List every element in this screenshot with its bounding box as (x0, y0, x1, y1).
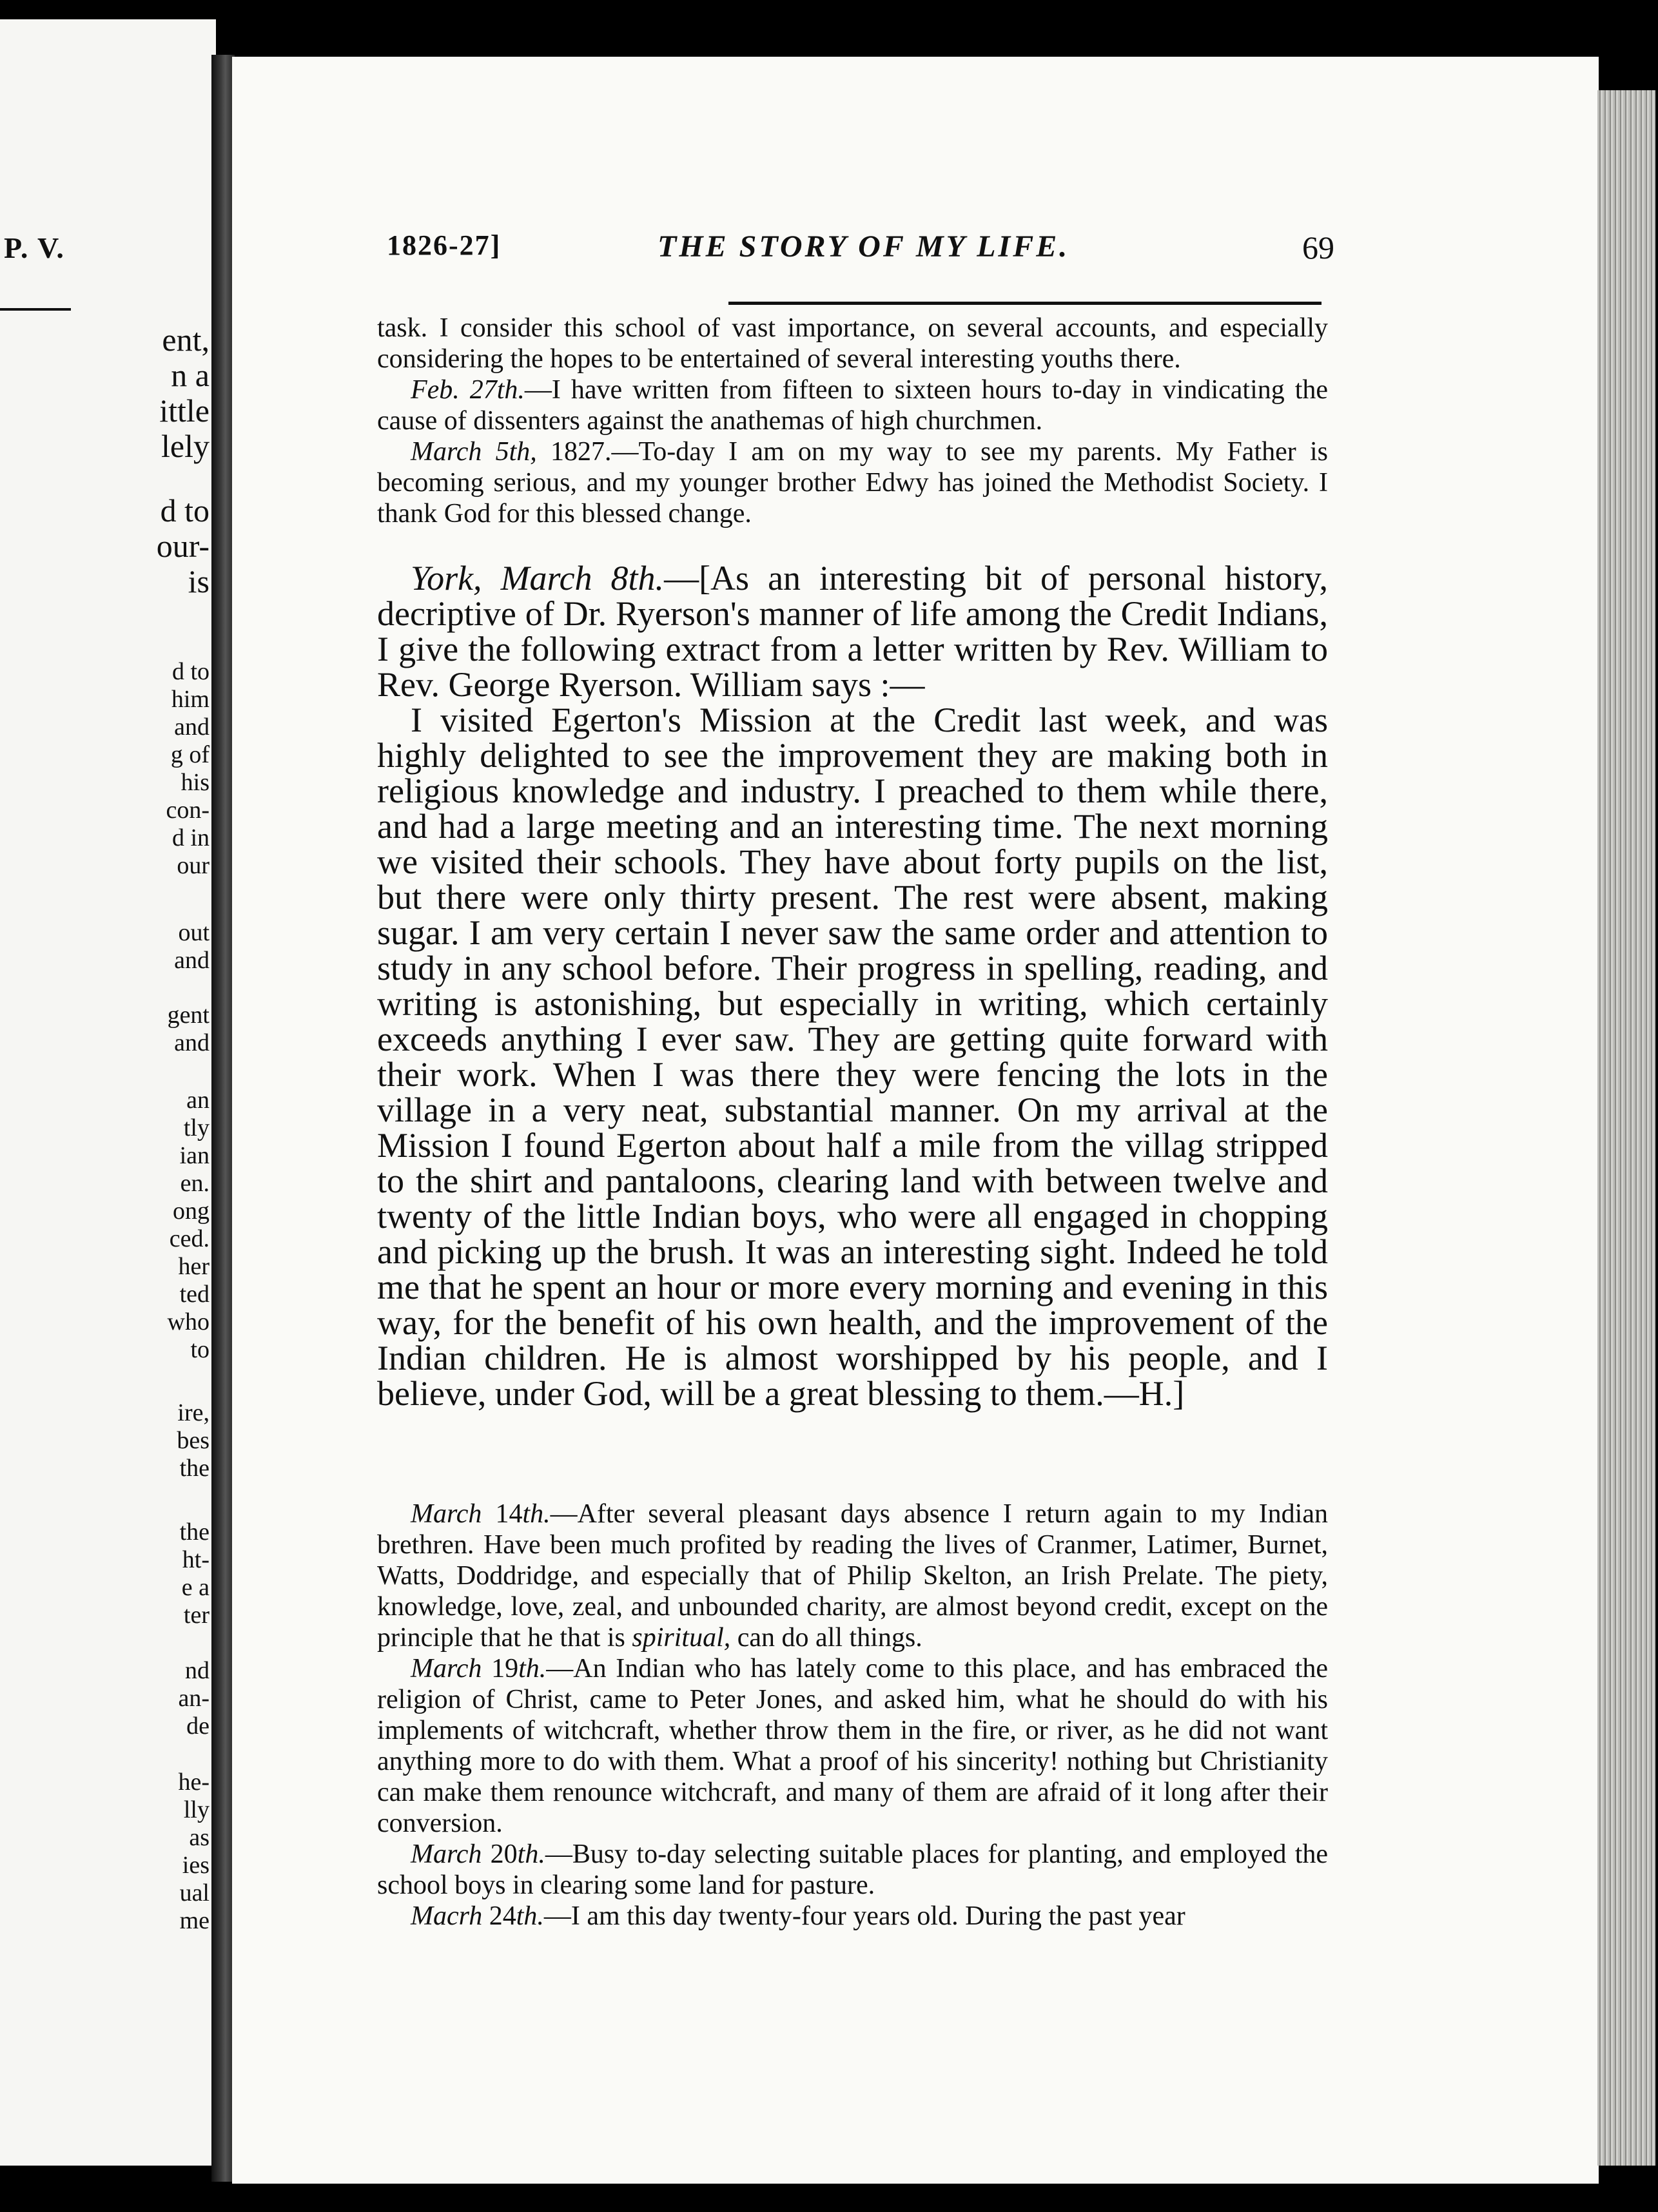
entry-march-20 (377, 1839, 1328, 1901)
entry-date: York, March 8th. (411, 559, 665, 597)
facing-page-line-fragment: her (178, 1253, 210, 1280)
entry-italic-word: spiritual, (632, 1623, 731, 1653)
facing-page-line-fragment: con- (166, 797, 210, 824)
facing-page-line-fragment: ual (179, 1879, 210, 1906)
facing-page-line-fragment: and (174, 947, 210, 974)
facing-page-rule (0, 308, 71, 311)
entry-date: March 5th, (411, 437, 537, 467)
facing-page-line-fragment: an (186, 1087, 210, 1114)
entry-date-suffix: th. (518, 1654, 547, 1683)
page-number: 69 (1302, 229, 1334, 266)
header-rule (728, 302, 1322, 305)
facing-page-line-fragment: who (167, 1308, 210, 1335)
letter-body: I visited Egerton's Mission at the Credit last week, and was highly delighted to see the improvement they are making both in religious knowledge and industry. I preached to them while there, and had a large meeting and an interesting time. The next morning we visited their schools. They have about forty pupils on the list, but there were only thirty present. The rest were absent, making sugar. I am very certain I never saw the same order and attention to study in any school before. Their progress in spelling, reading, and writing is astonishing, but especially in writing, which certainly exceeds anything I ever saw. They are getting quite forward with their work. When I was there they were fencing the lots in the village in a very neat, substantial manner. On my arrival at the Mission I found Egerton about half a mile from the villag stripped to the shirt and pantaloons, clearing land with between twelve and twenty of the little Indian boys, who were all engaged in chopping and picking up the brush. It was an interesting sight. Indeed he told me that he spent an hour or more every morning and evening in this way, for the benefit of his own health, and the improvement of the Indian children. He is almost worshipped by his people, and I believe, under God, will be a great blessing to them.—H.] (377, 701, 1328, 1413)
facing-page-line-fragment: ies (182, 1852, 210, 1879)
book-gutter (211, 55, 235, 2182)
facing-page-line-fragment: the (179, 1518, 210, 1546)
running-header-title: THE STORY OF MY LIFE. (658, 229, 1070, 264)
facing-page-line-fragment: ire, (177, 1399, 210, 1426)
entry-text: —[As an interesting bit of personal history, decriptive of Dr. Ryerson's manner of life among the Credit Indians, I give the following extract from a letter written by Rev. William to Rev. George Ryerson. William says :— (377, 559, 1328, 704)
facing-page-line-fragment: lly (183, 1796, 210, 1823)
paragraph-task: task. I consider this school of vast importance, on several accounts, and especially considering the hopes to be entertained of several interesting youths there. (377, 313, 1328, 374)
facing-page-line-fragment: ent, (162, 322, 210, 358)
facing-page-line-fragment: ter (183, 1602, 210, 1629)
facing-page-header-fragment: P. V. (4, 231, 65, 264)
facing-page-line-fragment: ittle (159, 393, 210, 429)
entry-march-5 (377, 436, 1328, 529)
facing-page-line-fragment: gent (167, 1002, 210, 1029)
facing-page-line-fragment: ong (173, 1198, 210, 1225)
facing-page-line-fragment: nd (185, 1657, 210, 1684)
entry-date: March (411, 1654, 482, 1683)
entry-date-suffix: th. (522, 1499, 551, 1529)
facing-page-line-fragment: out (178, 919, 210, 946)
facing-page-line-fragment: tly (183, 1114, 210, 1141)
entry-date: March (411, 1839, 482, 1869)
facing-page-line-fragment: our- (156, 528, 210, 564)
facing-page-line-fragment: ian (179, 1142, 210, 1169)
facing-page-line-fragment: his (180, 769, 210, 796)
entry-year: 1827. (536, 437, 612, 467)
entry-date-suffix: th. (517, 1839, 545, 1869)
facing-page-fragment (0, 19, 216, 2166)
entry-date: Feb. 27th. (411, 375, 525, 405)
facing-page-line-fragment: and (174, 713, 210, 741)
entry-day: 14 (482, 1499, 523, 1529)
entry-march-24 (377, 1901, 1328, 1932)
facing-page-line-fragment: he- (178, 1769, 210, 1796)
page-edges (1597, 90, 1655, 2166)
facing-page-line-fragment: our (177, 852, 210, 879)
facing-page-line-fragment: en. (180, 1170, 210, 1197)
facing-page-line-fragment: him (171, 686, 210, 713)
facing-page-line-fragment: de (186, 1712, 210, 1740)
entry-text: —I have written from fifteen to sixteen hours to-day in vindicating the cause of dissenters against the anathemas of high churchmen. (377, 375, 1329, 436)
entry-york-march-8 (377, 561, 1328, 703)
facing-page-line-fragment: e a (181, 1574, 210, 1601)
facing-page-line-fragment: lely (161, 428, 210, 464)
entry-march-19 (377, 1653, 1328, 1839)
entry-text: —An Indian who has lately come to this place, and has embraced the religion of Christ, came to Peter Jones, and asked him, what he should do with his implements of witchcraft, whether throw them in the fire, or river, as he did not want anything more to do with them. What a proof of his sincerity! nothing but Christianity can make them renounce witchcraft, and many of them are afraid of it long after their conversion. (377, 1654, 1329, 1838)
entry-day: 24 (482, 1901, 516, 1931)
letter-extract (377, 561, 1328, 1412)
entry-text-end: can do all things. (730, 1623, 922, 1653)
facing-page-line-fragment: me (179, 1907, 210, 1934)
facing-page-line-fragment: is (188, 563, 210, 599)
facing-page-line-fragment: d to (171, 658, 210, 685)
facing-page-line-fragment: d to (160, 492, 210, 529)
facing-page-line-fragment: to (190, 1336, 210, 1363)
entry-feb-27 (377, 374, 1328, 436)
journal-entries-bottom (377, 1499, 1328, 1932)
facing-page-line-fragment: ht- (182, 1546, 210, 1573)
facing-page-line-fragment: g of (170, 741, 210, 768)
entry-date: March (411, 1499, 482, 1529)
facing-page-line-fragment: as (189, 1824, 210, 1851)
entry-date: Macrh (411, 1901, 483, 1931)
facing-page-line-fragment: n a (171, 357, 210, 393)
journal-entries-top (377, 313, 1328, 529)
entry-text: —Busy to-day selecting suitable places for planting, and employed the school boys in clearing some land for pasture. (377, 1839, 1329, 1900)
facing-page-line-fragment: the (179, 1455, 210, 1482)
entry-text: —I am this day twenty-four years old. During the past year (543, 1901, 1185, 1931)
facing-page-line-fragment: ced. (169, 1225, 210, 1252)
entry-text: —To-day I am on my way to see my parents. My Father is becoming serious, and my younger brother Edwy has joined the Methodist Society. I thank God for this blessed change. (377, 437, 1328, 529)
entry-day: 19 (482, 1654, 519, 1683)
entry-date-suffix: th. (516, 1901, 544, 1931)
running-header-years: 1826-27] (387, 229, 502, 261)
facing-page-line-fragment: d in (171, 824, 210, 851)
entry-text: —After several pleasant days absence I return again to my Indian brethren. Have been much profited by reading the lives of Cranmer, Latimer, Burnet, Watts, Doddridge, and especially that of Philip Skelton, an Irish Prelate. The piety, knowledge, love, zeal, and unbounded charity, are almost beyond credit, except on the principle that he that is (377, 1499, 1328, 1653)
facing-page-line-fragment: an- (178, 1685, 210, 1712)
facing-page-line-fragment: and (174, 1029, 210, 1056)
facing-page-line-fragment: bes (177, 1427, 210, 1454)
entry-march-14 (377, 1499, 1328, 1653)
facing-page-line-fragment: ted (179, 1281, 210, 1308)
entry-day: 20 (482, 1839, 518, 1869)
